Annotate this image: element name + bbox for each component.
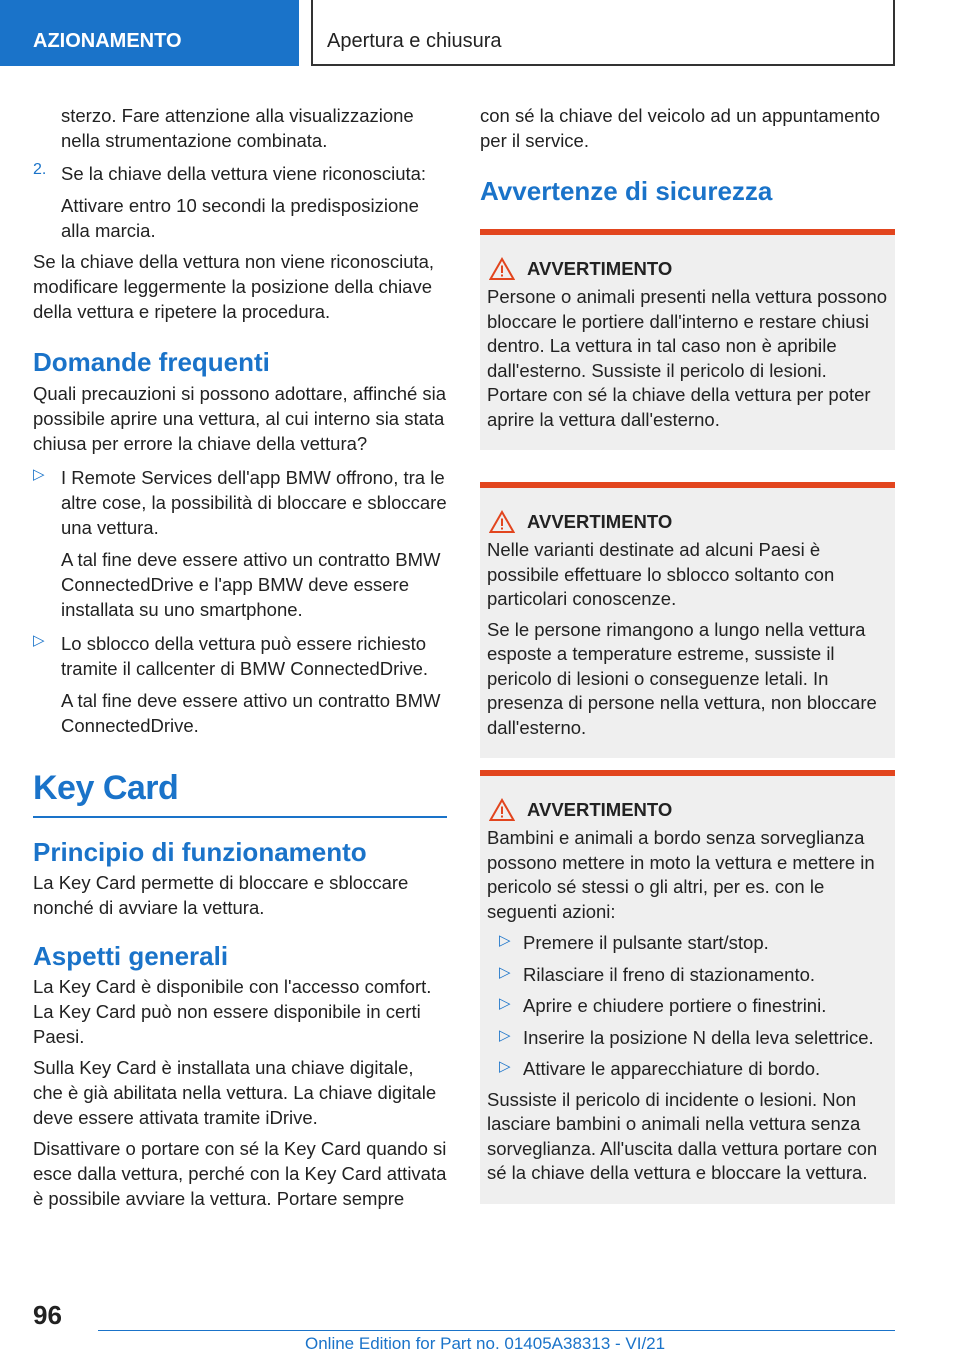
left-column: [33, 103, 447, 1211]
warning-text: Se le persone rimangono a lungo nella vettura esposte a temperature estreme, sussiste il pericolo di lesioni o conseguenze letali. In presenza di persone nella vettura, non bloccare dall'esterno.: [487, 618, 877, 738]
warning-triangle-icon: [489, 510, 515, 534]
page-header-title: Apertura e chiusura: [311, 0, 895, 66]
step-text: Se la chiave della vettura viene riconosciuta:: [61, 163, 427, 184]
bullet-text: Rilasciare il freno di stazionamento.: [523, 963, 816, 985]
step-number: 2.: [33, 161, 47, 178]
page-number: 96: [33, 1300, 62, 1330]
warning-outro: Sussiste il pericolo di incidente o lesioni. Non lasciare bambini o animali nella vettura senza sorveglianza. All'uscita dalla vettura portare con sé la chiave della vettura e bloccare la vettura.: [487, 1088, 878, 1183]
right-column: [480, 103, 895, 1204]
step-2: [33, 161, 447, 243]
safety-heading: Avvertenze di sicurezza: [480, 176, 773, 206]
warning-triangle-icon: [489, 798, 515, 822]
general-paragraph: La Key Card è disponibile con l'accesso comfort. La Key Card può non essere disponibile in certi Paesi.: [33, 976, 432, 1047]
triangle-bullet-icon: ▷: [499, 1026, 511, 1044]
paragraph: Se la chiave della vettura non viene riconosciuta, modificare leggermente la posizione della chiave della vettura e ripetere la procedura.: [33, 251, 435, 322]
principle-text: La Key Card permette di bloccare e sbloccare nonché di avviare la vettura.: [33, 872, 409, 918]
faq-item: [33, 465, 447, 622]
warning-header: [487, 257, 888, 281]
warning-triangle-icon: [489, 257, 515, 281]
warning-bullet: [487, 963, 888, 988]
warning-box: [480, 770, 895, 1204]
warning-bullet: [487, 1057, 888, 1082]
bullet-text: Attivare le apparecchiature di bordo.: [523, 1058, 821, 1079]
faq-item: [33, 631, 447, 738]
keycard-heading: Key Card: [33, 769, 179, 807]
paragraph: con sé la chiave del veicolo ad un appuntamento per il service.: [480, 105, 881, 151]
warning-header: [487, 510, 888, 534]
general-paragraph: Disattivare o portare con sé la Key Card quando si esce dalla vettura, perché con la Key Card attivata è possibile avviare la vettura. Portare sempre: [33, 1138, 447, 1209]
triangle-bullet-icon: ▷: [499, 932, 511, 949]
footer-edition: Online Edition for Part no. 01405A38313 - VI/21: [305, 1334, 666, 1353]
bullet-text: Inserire la posizione N della leva selettrice.: [523, 1026, 874, 1048]
triangle-bullet-icon: ▷: [33, 632, 45, 649]
warning-label: AVVERTIMENTO: [527, 258, 673, 279]
warning-bullet: [487, 994, 888, 1019]
warning-text: Nelle varianti destinate ad alcuni Paesi è possibile effettuare lo sblocco soltanto con particolari conoscenze.: [487, 539, 835, 609]
warning-header: [487, 798, 888, 822]
faq-item-subtext: A tal fine deve essere attivo un contratto BMW ConnectedDrive.: [61, 690, 441, 736]
warning-intro: Bambini e animali a bordo senza sorveglianza possono mettere in moto la vettura e mettere in pericolo sé stessi o gli altri, per es. con le seguenti azioni:: [487, 827, 875, 922]
triangle-bullet-icon: ▷: [499, 963, 511, 981]
faq-question: Quali precauzioni si possono adottare, affinché sia possibile aprire una vettura, al cui interno sia stata chiusa per errore la chiave della vettura?: [33, 383, 447, 454]
warning-bullet: [487, 1026, 888, 1051]
step1-continuation: sterzo. Fare attenzione alla visualizzazione nella strumentazione combinata.: [61, 105, 414, 151]
warning-bullet: [487, 931, 888, 956]
keycard-heading-block: [33, 768, 447, 818]
faq-item-text: Lo sblocco della vettura può essere richiesto tramite il callcenter di BMW ConnectedDrive.: [61, 633, 429, 679]
bullet-text: Premere il pulsante start/stop.: [523, 932, 769, 953]
warning-label: AVVERTIMENTO: [527, 799, 673, 820]
faq-item-subtext: A tal fine deve essere attivo un contratto BMW ConnectedDrive e l'app BMW deve essere installata su uno smartphone.: [61, 549, 441, 620]
warning-text: Persone o animali presenti nella vettura possono bloccare le portiere dall'interno e restare chiusi dentro. La vettura in tal caso non è apribile dall'esterno. Sussiste il pericolo di lesioni. Portare con sé la chiave della vettura per poter aprire la vettura dall'esterno.: [487, 286, 888, 430]
triangle-bullet-icon: ▷: [33, 466, 45, 483]
principle-heading: Principio di funzionamento: [33, 837, 367, 867]
warning-box: [480, 482, 895, 758]
faq-heading: Domande frequenti: [33, 347, 270, 377]
faq-item-text: I Remote Services dell'app BMW offrono, tra le altre cose, la possibilità di bloccare e sbloccare una vettura.: [61, 467, 447, 538]
general-paragraph: Sulla Key Card è installata una chiave digitale, che è già abilitata nella vettura. La chiave digitale deve essere attivata tramite iDrive.: [33, 1057, 437, 1128]
warning-label: AVVERTIMENTO: [527, 511, 673, 532]
triangle-bullet-icon: ▷: [499, 1058, 511, 1075]
footer-divider: [98, 1330, 895, 1331]
bullet-text: Aprire e chiudere portiere o finestrini.: [523, 995, 827, 1016]
section-tab: AZIONAMENTO: [0, 0, 299, 66]
triangle-bullet-icon: ▷: [499, 995, 511, 1012]
step-subtext: Attivare entro 10 secondi la predisposizione alla marcia.: [61, 195, 419, 241]
general-heading: Aspetti generali: [33, 941, 229, 971]
warning-box: [480, 229, 895, 450]
